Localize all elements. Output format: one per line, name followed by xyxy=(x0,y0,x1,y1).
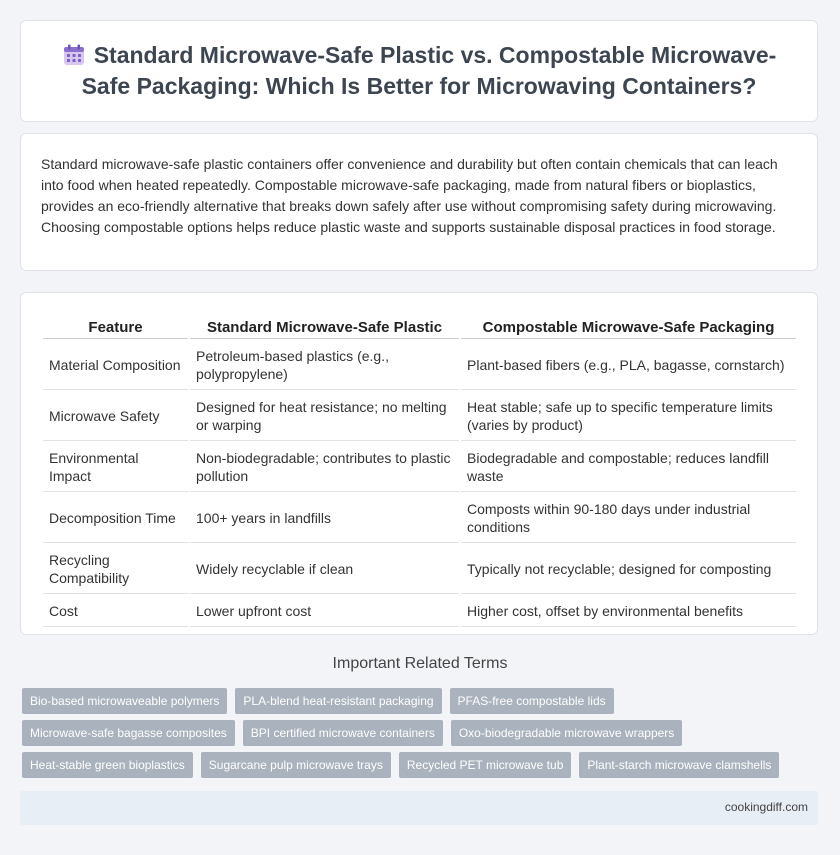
intro-card xyxy=(20,133,818,271)
comparison-card xyxy=(20,292,818,635)
related-tag[interactable]: Microwave-safe bagasse composites xyxy=(22,720,235,746)
related-tag[interactable]: PFAS-free compostable lids xyxy=(450,688,614,714)
plastic-cell: Lower upfront cost xyxy=(190,596,459,627)
table-row xyxy=(43,392,796,441)
footer-site[interactable]: cookingdiff.com xyxy=(724,800,808,814)
feature-cell: Recycling Compatibility xyxy=(43,545,188,594)
feature-cell: Material Composition xyxy=(43,341,188,390)
plastic-cell: Widely recyclable if clean xyxy=(190,545,459,594)
feature-cell: Microwave Safety xyxy=(43,392,188,441)
footer xyxy=(20,791,818,825)
plastic-cell: Designed for heat resistance; no melting or warping xyxy=(190,392,459,441)
calendar-grid-icon xyxy=(62,43,86,67)
related-tag[interactable]: Bio-based microwaveable polymers xyxy=(22,688,227,714)
plastic-cell: Non-biodegradable; contributes to plastic pollution xyxy=(190,443,459,492)
feature-cell: Decomposition Time xyxy=(43,494,188,543)
table-row xyxy=(43,341,796,390)
related-tag[interactable]: Heat-stable green bioplastics xyxy=(22,752,193,778)
intro-paragraph: Standard microwave-safe plastic containers offer convenience and durability but often contain chemicals that can leach into food when heated repeatedly. Compostable microwave-safe packaging, made from natural fibers or bioplastics, provides an eco-friendly alternative that breaks down safely after use without compromising safety during microwaving. Choosing compostable options helps reduce plastic waste and supports sustainable disposal practices in food storage. xyxy=(41,156,778,235)
compostable-cell: Biodegradable and compostable; reduces landfill waste xyxy=(461,443,796,492)
table-header-row xyxy=(43,315,796,339)
header-feature: Feature xyxy=(43,315,188,339)
title-card xyxy=(20,20,818,122)
comparison-table xyxy=(41,313,798,629)
related-tag[interactable]: Plant-starch microwave clamshells xyxy=(579,752,779,778)
plastic-cell: 100+ years in landfills xyxy=(190,494,459,543)
related-tag[interactable]: Oxo-biodegradable microwave wrappers xyxy=(451,720,682,746)
header-standard-plastic: Standard Microwave-Safe Plastic xyxy=(190,315,459,339)
compostable-cell: Plant-based fibers (e.g., PLA, bagasse, cornstarch) xyxy=(461,341,796,390)
compostable-cell: Heat stable; safe up to specific temperature limits (varies by product) xyxy=(461,392,796,441)
table-row xyxy=(43,596,796,627)
compostable-cell: Typically not recyclable; designed for composting xyxy=(461,545,796,594)
table-row xyxy=(43,443,796,492)
feature-cell: Cost xyxy=(43,596,188,627)
table-row xyxy=(43,494,796,543)
feature-cell: Environmental Impact xyxy=(43,443,188,492)
related-tag[interactable]: BPI certified microwave containers xyxy=(243,720,443,746)
related-tag[interactable]: PLA-blend heat-resistant packaging xyxy=(235,688,441,714)
related-tag[interactable]: Recycled PET microwave tub xyxy=(399,752,572,778)
header-compostable: Compostable Microwave-Safe Packaging xyxy=(461,315,796,339)
related-terms-heading: Important Related Terms xyxy=(332,655,508,672)
compostable-cell: Higher cost, offset by environmental benefits xyxy=(461,596,796,627)
plastic-cell: Petroleum-based plastics (e.g., polypropylene) xyxy=(190,341,459,390)
related-tag[interactable]: Sugarcane pulp microwave trays xyxy=(201,752,391,778)
related-terms-tags xyxy=(22,688,812,778)
page-title-text: Standard Microwave-Safe Plastic vs. Compostable Microwave-Safe Packaging: Which Is Better for Microwaving Containers? xyxy=(81,42,777,99)
compostable-cell: Composts within 90-180 days under industrial conditions xyxy=(461,494,796,543)
table-row xyxy=(43,545,796,594)
page-title xyxy=(21,40,817,102)
